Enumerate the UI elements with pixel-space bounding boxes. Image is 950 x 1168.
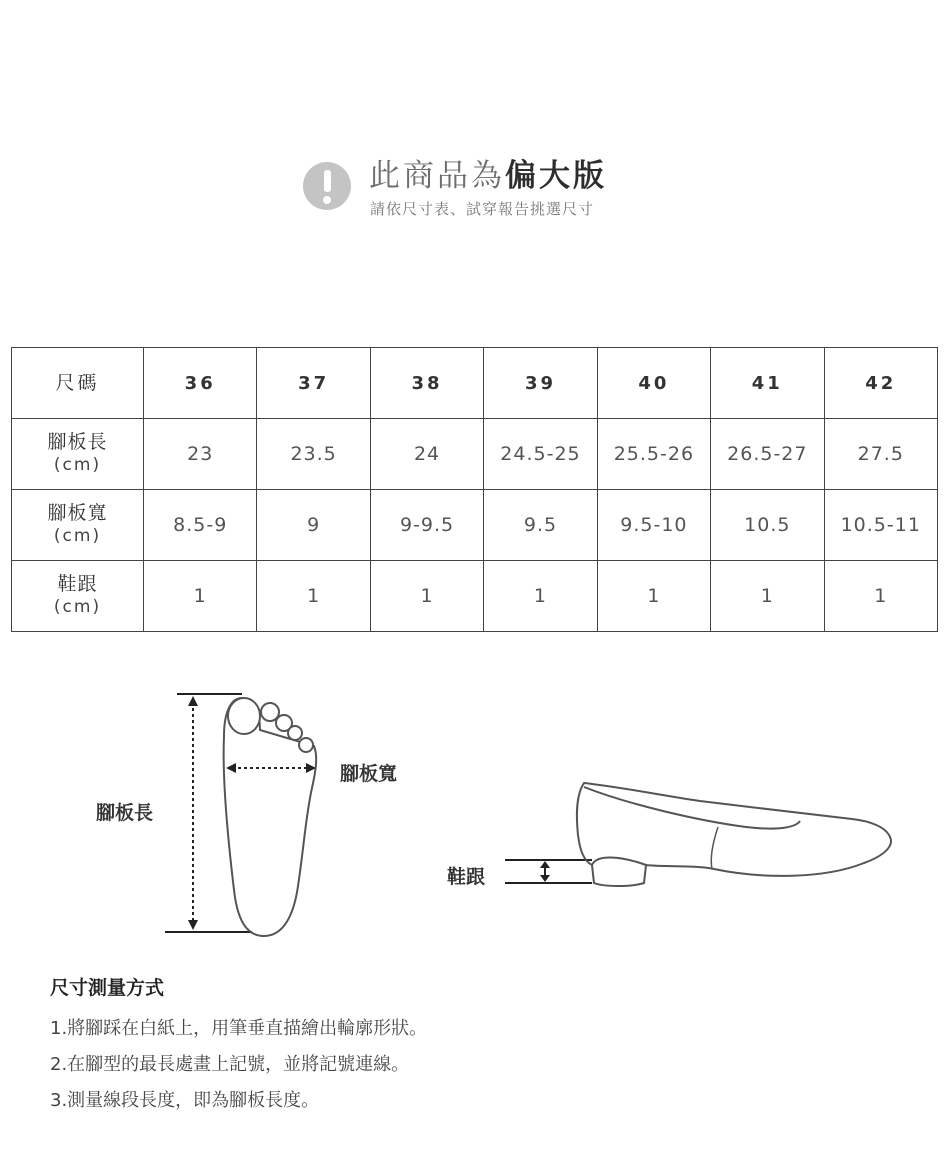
- size-cell: 39: [484, 348, 597, 419]
- row-label: [12, 490, 144, 561]
- notice-title-light: 此商品為: [369, 158, 505, 194]
- row-unit: (cm): [53, 526, 102, 546]
- table-cell: 1: [144, 561, 257, 632]
- table-cell: 8.5-9: [144, 490, 257, 561]
- notice-subtitle: 請依尺寸表、試穿報告挑選尺寸: [370, 200, 595, 218]
- table-cell: 26.5-27: [711, 419, 824, 490]
- table-cell: 1: [370, 561, 483, 632]
- table-header-row: [12, 348, 938, 419]
- notice-title: [369, 150, 607, 195]
- method-title: 尺寸測量方式: [50, 977, 165, 999]
- table-cell: 1: [257, 561, 370, 632]
- size-notice: [303, 150, 643, 220]
- table-cell: 9.5-10: [597, 490, 710, 561]
- table-cell: 9-9.5: [370, 490, 483, 561]
- size-cell: 41: [711, 348, 824, 419]
- table-cell: 23.5: [257, 419, 370, 490]
- header-label: 尺碼: [12, 348, 144, 419]
- table-row: [12, 561, 938, 632]
- table-cell: 1: [711, 561, 824, 632]
- row-label: [12, 419, 144, 490]
- table-cell: 9.5: [484, 490, 597, 561]
- heel-label: 鞋跟: [447, 866, 486, 888]
- shoe-diagram: [500, 775, 900, 895]
- exclamation-icon: [303, 162, 351, 210]
- row-label-text: 腳板寬: [47, 502, 108, 524]
- table-cell: 25.5-26: [597, 419, 710, 490]
- foot-diagram: [160, 690, 330, 940]
- table-cell: 10.5: [711, 490, 824, 561]
- table-cell: 24.5-25: [484, 419, 597, 490]
- table-cell: 1: [597, 561, 710, 632]
- table-row: [12, 419, 938, 490]
- table-cell: 24: [370, 419, 483, 490]
- table-cell: 1: [484, 561, 597, 632]
- method-step: 3.測量線段長度，即為腳板長度。: [50, 1090, 320, 1111]
- size-cell: 40: [597, 348, 710, 419]
- table-cell: 27.5: [824, 419, 937, 490]
- size-table: [11, 347, 938, 632]
- method-step: 1.將腳踩在白紙上，用筆垂直描繪出輪廓形狀。: [50, 1018, 428, 1039]
- size-cell: 42: [824, 348, 937, 419]
- row-label-text: 腳板長: [47, 431, 108, 453]
- table-cell: 9: [257, 490, 370, 561]
- row-label-text: 鞋跟: [57, 573, 98, 595]
- size-cell: 37: [257, 348, 370, 419]
- method-step: 2.在腳型的最長處畫上記號，並將記號連線。: [50, 1054, 410, 1075]
- row-unit: (cm): [53, 597, 102, 617]
- table-cell: 10.5-11: [824, 490, 937, 561]
- foot-width-label: 腳板寬: [340, 763, 398, 785]
- measurement-method: [50, 973, 427, 1122]
- size-cell: 36: [144, 348, 257, 419]
- row-label: [12, 561, 144, 632]
- row-unit: (cm): [53, 455, 102, 475]
- table-row: [12, 490, 938, 561]
- notice-title-bold: 偏大版: [505, 158, 607, 194]
- table-cell: 1: [824, 561, 937, 632]
- size-cell: 38: [370, 348, 483, 419]
- foot-length-label: 腳板長: [96, 802, 154, 824]
- table-cell: 23: [144, 419, 257, 490]
